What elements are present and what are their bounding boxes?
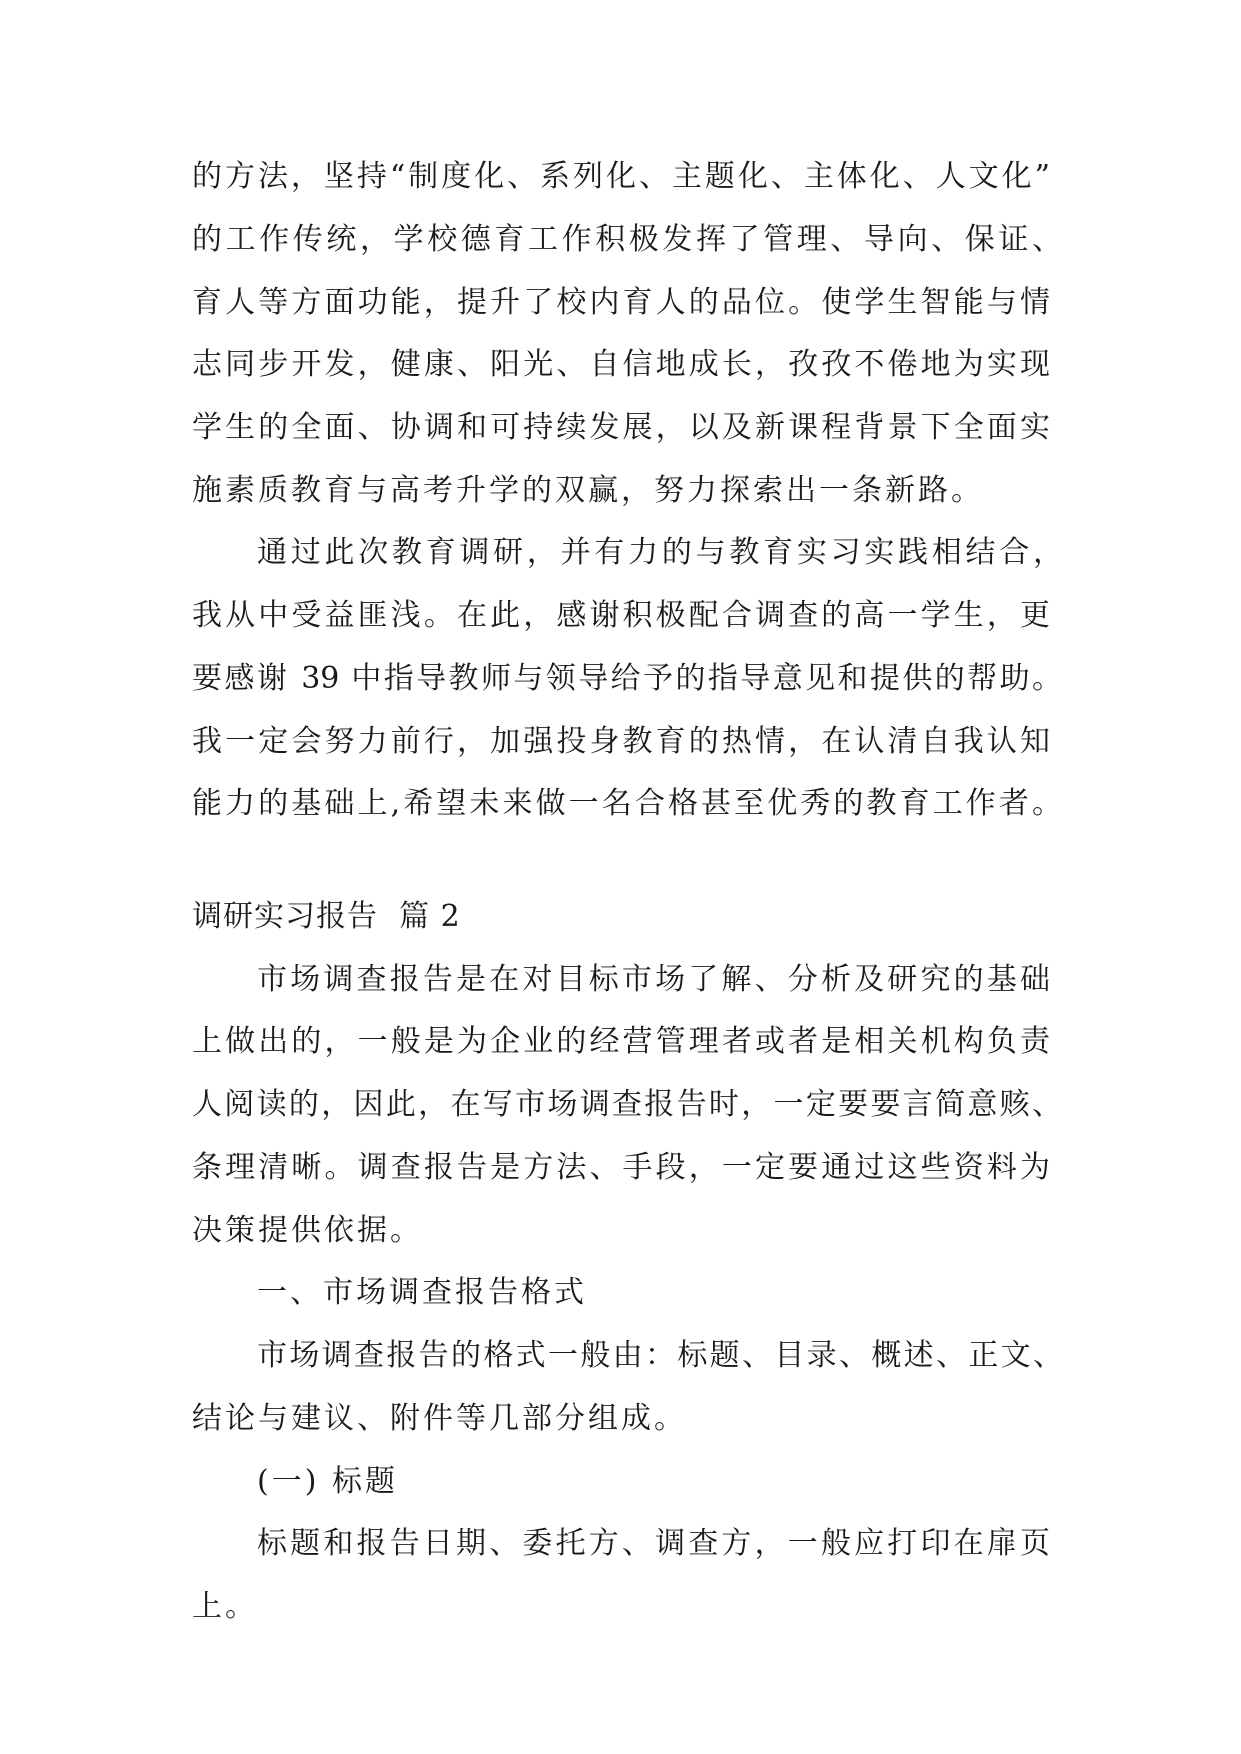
paragraph-line: 要感谢 39 中指导教师与领导给予的指导意见和提供的帮助。	[192, 661, 1062, 696]
section-heading: 一、市场调查报告格式	[257, 1275, 587, 1310]
paragraph-line: 的工作传统，学校德育工作积极发挥了管理、导向、保证、	[192, 222, 1062, 257]
paragraph-line: 结论与建议、附件等几部分组成。	[192, 1401, 687, 1436]
paragraph-line: 市场调查报告的格式一般由：标题、目录、概述、正文、	[257, 1338, 1063, 1373]
paragraph-line: 通过此次教育调研，并有力的与教育实习实践相结合，	[257, 535, 1063, 570]
paragraph-line: 能力的基础上,希望未来做一名合格甚至优秀的教育工作者。	[192, 786, 1062, 821]
article-title: 调研实习报告 篇 2	[192, 899, 461, 934]
paragraph-line: 决策提供依据。	[192, 1213, 423, 1248]
section-heading: (一) 标题	[257, 1464, 398, 1499]
paragraph-line: 的方法，坚持“制度化、系列化、主题化、主体化、人文化”	[192, 159, 1050, 194]
paragraph-line: 市场调查报告是在对目标市场了解、分析及研究的基础	[257, 962, 1050, 997]
paragraph-line: 育人等方面功能，提升了校内育人的品位。使学生智能与情	[192, 285, 1050, 320]
paragraph-line: 人阅读的，因此，在写市场调查报告时，一定要要言简意赅、	[192, 1087, 1062, 1122]
paragraph-line: 志同步开发，健康、阳光、自信地成长，孜孜不倦地为实现	[192, 347, 1050, 382]
paragraph-line: 标题和报告日期、委托方、调查方，一般应打印在扉页	[257, 1526, 1050, 1561]
paragraph-line: 上做出的，一般是为企业的经营管理者或者是相关机构负责	[192, 1024, 1050, 1059]
paragraph-line: 施素质教育与高考升学的双赢，努力探索出一条新路。	[192, 473, 984, 508]
paragraph-line: 学生的全面、协调和可持续发展，以及新课程背景下全面实	[192, 410, 1050, 445]
paragraph-line: 上。	[192, 1589, 258, 1624]
paragraph-line: 条理清晰。调查报告是方法、手段，一定要通过这些资料为	[192, 1150, 1050, 1185]
paragraph-line: 我一定会努力前行，加强投身教育的热情，在认清自我认知	[192, 724, 1050, 759]
paragraph-line: 我从中受益匪浅。在此，感谢积极配合调查的高一学生，更	[192, 598, 1050, 633]
